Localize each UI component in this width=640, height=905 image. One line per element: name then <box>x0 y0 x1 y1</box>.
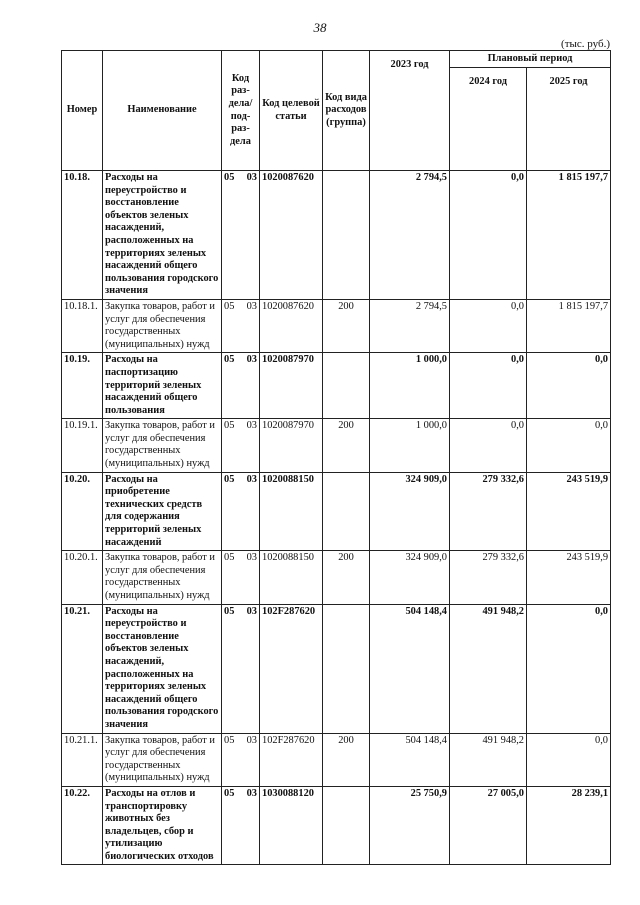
row-value-2023: 504 148,4 <box>370 733 450 786</box>
row-section-code <box>222 353 260 419</box>
subsection-code: 03 <box>246 172 257 183</box>
row-value-2024: 491 948,2 <box>450 733 527 786</box>
row-target-code: 1020088150 <box>260 472 323 551</box>
row-value-2025: 0,0 <box>527 604 611 733</box>
subsection-code: 03 <box>246 420 257 432</box>
row-number: 10.20. <box>62 472 103 551</box>
row-number: 10.18. <box>62 171 103 300</box>
units-label: (тыс. руб.) <box>561 38 610 50</box>
subsection-code: 03 <box>246 787 257 799</box>
row-name: Расходы на переустройство и восстановление объектов зеленых насаждений, расположенных на территориях зеленых насаждений общего пользования городского значения <box>103 604 222 733</box>
row-value-2023: 2 794,5 <box>370 171 450 300</box>
row-expense-type <box>323 786 370 865</box>
table-row <box>62 353 611 419</box>
row-section-code <box>222 604 260 733</box>
row-value-2023: 1 000,0 <box>370 419 450 472</box>
subsection-code: 03 <box>246 354 257 366</box>
row-section-code <box>222 299 260 352</box>
row-expense-type <box>323 604 370 733</box>
row-value-2023: 25 750,9 <box>370 786 450 865</box>
row-expense-type: 200 <box>323 551 370 604</box>
row-number: 10.20.1. <box>62 551 103 604</box>
header-name: Наименование <box>103 51 222 171</box>
row-value-2024: 0,0 <box>450 353 527 419</box>
header-2025: 2025 год <box>527 68 611 171</box>
row-name: Расходы на переустройство и восстановление объектов зеленых насаждений, расположенных на территориях зеленых насаждений общего пользования городского значения <box>103 171 222 300</box>
row-value-2023: 324 909,0 <box>370 472 450 551</box>
page-number: 38 <box>313 20 327 35</box>
row-target-code: 102F287620 <box>260 733 323 786</box>
row-section-code <box>222 786 260 865</box>
row-value-2025: 1 815 197,7 <box>527 171 611 300</box>
row-section-code <box>222 419 260 472</box>
row-number: 10.22. <box>62 786 103 865</box>
row-section-code <box>222 171 260 300</box>
header-planned-period: Плановый период <box>450 51 611 68</box>
row-expense-type <box>323 171 370 300</box>
row-section-code <box>222 733 260 786</box>
table-row <box>62 604 611 733</box>
row-number: 10.18.1. <box>62 299 103 352</box>
table-row <box>62 171 611 300</box>
row-value-2024: 0,0 <box>450 299 527 352</box>
table-row <box>62 472 611 551</box>
header-target: Код целевой статьи <box>260 51 323 171</box>
row-value-2025: 243 519,9 <box>527 472 611 551</box>
section-code: 05 <box>224 552 235 564</box>
row-target-code: 1020087970 <box>260 419 323 472</box>
subsection-code: 03 <box>246 552 257 564</box>
row-value-2024: 491 948,2 <box>450 604 527 733</box>
table-row <box>62 733 611 786</box>
row-target-code: 1020087620 <box>260 171 323 300</box>
section-code: 05 <box>224 605 235 617</box>
row-name: Расходы на паспортизацию территорий зеленых насаждений общего пользования <box>103 353 222 419</box>
header-section: Код раз-дела/ под-раз-дела <box>222 51 260 171</box>
section-code: 05 <box>224 473 235 485</box>
table-row <box>62 551 611 604</box>
row-value-2025: 28 239,1 <box>527 786 611 865</box>
row-value-2025: 0,0 <box>527 733 611 786</box>
row-expense-type: 200 <box>323 299 370 352</box>
row-name: Закупка товаров, работ и услуг для обеспечения государственных (муниципальных) нужд <box>103 299 222 352</box>
row-value-2023: 2 794,5 <box>370 299 450 352</box>
table-row <box>62 786 611 865</box>
section-code: 05 <box>224 787 235 799</box>
row-expense-type: 200 <box>323 733 370 786</box>
row-number: 10.21. <box>62 604 103 733</box>
section-code: 05 <box>224 734 235 746</box>
section-code: 05 <box>224 300 235 312</box>
row-section-code <box>222 472 260 551</box>
row-target-code: 1020087970 <box>260 353 323 419</box>
row-name: Расходы на отлов и транспортировку животных без владельцев, сбор и утилизацию биологических отходов <box>103 786 222 865</box>
row-number: 10.19. <box>62 353 103 419</box>
header-2023: 2023 год <box>370 51 450 171</box>
row-name: Закупка товаров, работ и услуг для обеспечения государственных (муниципальных) нужд <box>103 419 222 472</box>
row-expense-type: 200 <box>323 419 370 472</box>
table-row <box>62 299 611 352</box>
row-value-2024: 27 005,0 <box>450 786 527 865</box>
section-code: 05 <box>224 420 235 432</box>
row-name: Закупка товаров, работ и услуг для обеспечения государственных (муниципальных) нужд <box>103 733 222 786</box>
row-name: Закупка товаров, работ и услуг для обеспечения государственных (муниципальных) нужд <box>103 551 222 604</box>
row-value-2024: 0,0 <box>450 419 527 472</box>
row-section-code <box>222 551 260 604</box>
header-2024: 2024 год <box>450 68 527 171</box>
row-value-2024: 0,0 <box>450 171 527 300</box>
row-expense-type <box>323 472 370 551</box>
row-value-2024: 279 332,6 <box>450 551 527 604</box>
row-value-2023: 504 148,4 <box>370 604 450 733</box>
row-number: 10.21.1. <box>62 733 103 786</box>
row-value-2025: 243 519,9 <box>527 551 611 604</box>
row-value-2025: 0,0 <box>527 353 611 419</box>
row-value-2025: 1 815 197,7 <box>527 299 611 352</box>
subsection-code: 03 <box>246 300 257 312</box>
header-expense-type: Код вида расходов (группа) <box>323 51 370 171</box>
subsection-code: 03 <box>246 605 257 617</box>
row-value-2023: 1 000,0 <box>370 353 450 419</box>
section-code: 05 <box>224 354 235 366</box>
row-target-code: 1020088150 <box>260 551 323 604</box>
row-expense-type <box>323 353 370 419</box>
table-row <box>62 419 611 472</box>
row-target-code: 1030088120 <box>260 786 323 865</box>
row-target-code: 1020087620 <box>260 299 323 352</box>
row-value-2024: 279 332,6 <box>450 472 527 551</box>
subsection-code: 03 <box>246 734 257 746</box>
row-name: Расходы на приобретение технических средств для содержания территорий зеленых насаждений <box>103 472 222 551</box>
row-number: 10.19.1. <box>62 419 103 472</box>
row-value-2025: 0,0 <box>527 419 611 472</box>
subsection-code: 03 <box>246 473 257 485</box>
section-code: 05 <box>224 172 235 183</box>
budget-table <box>61 50 611 865</box>
header-number: Номер <box>62 51 103 171</box>
row-target-code: 102F287620 <box>260 604 323 733</box>
row-value-2023: 324 909,0 <box>370 551 450 604</box>
